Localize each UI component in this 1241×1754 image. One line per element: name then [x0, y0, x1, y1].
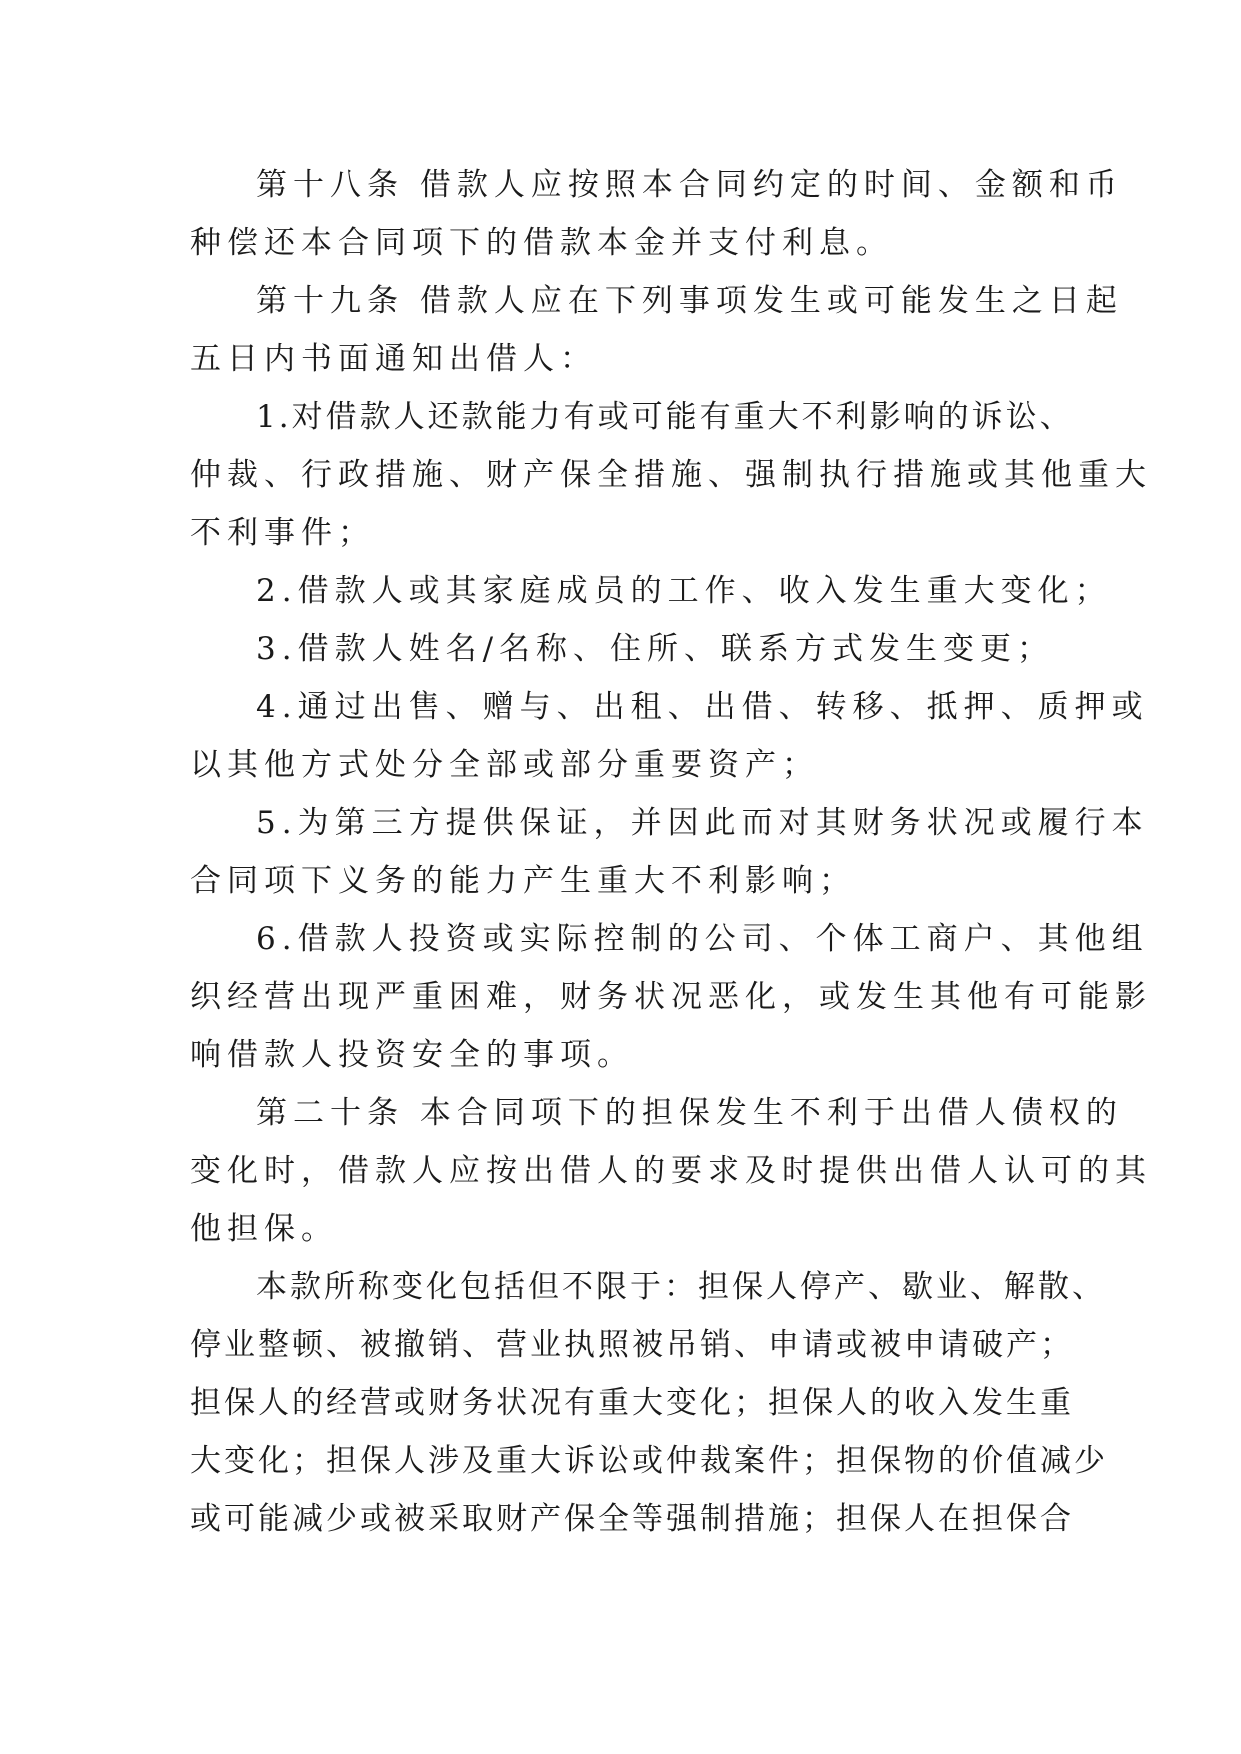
item-6-line-3: 响借款人投资安全的事项。 [190, 1037, 634, 1073]
clause-changes-line-2: 停业整顿、被撤销、营业执照被吊销、申请或被申请破产； [190, 1327, 1074, 1363]
article-18-line-1: 第十八条 借款人应按照本合同约定的时间、金额和币 [256, 167, 1123, 203]
clause-changes-line-1: 本款所称变化包括但不限于：担保人停产、歇业、解散、 [256, 1269, 1106, 1305]
article-20-line-1: 第二十条 本合同项下的担保发生不利于出借人债权的 [256, 1095, 1123, 1131]
item-6-line-2: 织经营出现严重困难，财务状况恶化，或发生其他有可能影 [190, 979, 1152, 1015]
clause-changes-line-5: 或可能减少或被采取财产保全等强制措施；担保人在担保合 [190, 1501, 1074, 1537]
item-1-line-3: 不利事件； [190, 515, 375, 551]
article-19-line-2: 五日内书面通知出借人： [190, 341, 597, 377]
item-4-line-2: 以其他方式处分全部或部分重要资产； [190, 747, 819, 783]
item-5-line-2: 合同项下义务的能力产生重大不利影响； [190, 863, 856, 899]
article-18-line-2: 种偿还本合同项下的借款本金并支付利息。 [190, 225, 893, 261]
item-2-line-1: 2.借款人或其家庭成员的工作、收入发生重大变化； [256, 573, 1112, 609]
item-1-line-1: 1.对借款人还款能力有或可能有重大不利影响的诉讼、 [256, 399, 1074, 435]
item-3-line-1: 3.借款人姓名/名称、住所、联系方式发生变更； [256, 631, 1055, 667]
clause-changes-line-3: 担保人的经营或财务状况有重大变化；担保人的收入发生重 [190, 1385, 1074, 1421]
item-6-line-1: 6.借款人投资或实际控制的公司、个体工商户、其他组 [256, 921, 1149, 957]
item-5-line-1: 5.为第三方提供保证，并因此而对其财务状况或履行本 [256, 805, 1149, 841]
article-19-line-1: 第十九条 借款人应在下列事项发生或可能发生之日起 [256, 283, 1123, 319]
article-20-line-2: 变化时，借款人应按出借人的要求及时提供出借人认可的其 [190, 1153, 1152, 1189]
item-4-line-1: 4.通过出售、赠与、出租、出借、转移、抵押、质押或 [256, 689, 1149, 725]
item-1-line-2: 仲裁、行政措施、财产保全措施、强制执行措施或其他重大 [190, 457, 1152, 493]
article-20-line-3: 他担保。 [190, 1211, 338, 1247]
clause-changes-line-4: 大变化；担保人涉及重大诉讼或仲裁案件；担保物的价值减少 [190, 1443, 1108, 1479]
